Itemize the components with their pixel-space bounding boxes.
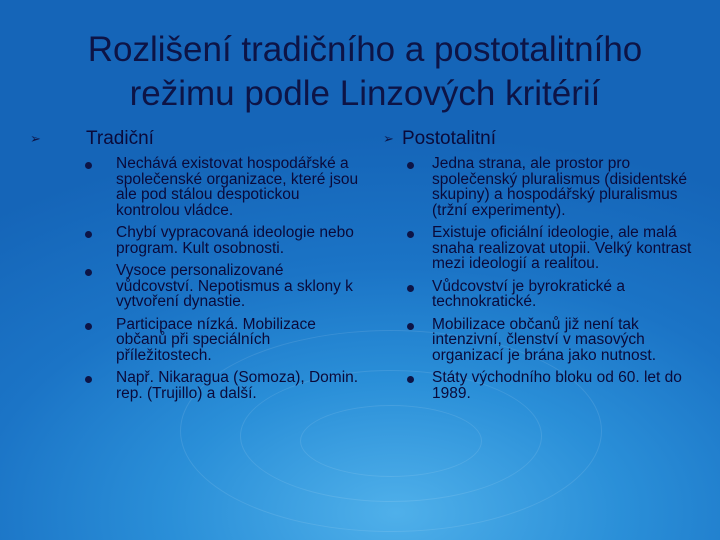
arrow-bullet-icon: ➢ [383, 131, 394, 146]
slide-title-line-1: Rozlišení tradičního a postotalitního [87, 30, 643, 69]
left-heading [30, 126, 360, 152]
left-bullet-list [30, 156, 360, 401]
right-bullet-list [383, 156, 693, 401]
bullet-dot-icon [407, 285, 414, 292]
list-item [30, 317, 360, 364]
slide-title [40, 28, 690, 116]
list-item [383, 225, 693, 272]
bullet-dot-icon [407, 231, 414, 238]
arrow-bullet-icon: ➢ [30, 131, 41, 146]
bullet-dot-icon [85, 269, 92, 276]
right-heading [383, 126, 693, 152]
list-item-text: Vysoce personalizované vůdcovství. Nepotismus a sklony k vytvoření dynastie. [116, 262, 353, 310]
list-item-text: Státy východního bloku od 60. let do 1989. [432, 369, 682, 402]
list-item-text: Chybí vypracovaná ideologie nebo program. Kult osobnosti. [116, 224, 354, 257]
list-item-text: Nechává existovat hospodářské a společenské organizace, které jsou ale pod stálou despotickou kontrolou vládce. [116, 155, 359, 219]
left-column-traditional [30, 126, 360, 408]
background-ripple [300, 405, 482, 477]
bullet-dot-icon [407, 162, 414, 169]
bullet-dot-icon [85, 323, 92, 330]
right-heading-label: Postotalitní [402, 128, 496, 149]
list-item [30, 156, 360, 218]
list-item [383, 370, 693, 401]
list-item-text: Mobilizace občanů již není tak intenzivní, členství v masových organizací je brána jako nutnost. [432, 315, 657, 364]
list-item [383, 279, 693, 310]
list-item-text: Vůdcovství je byrokratické a technokratické. [432, 277, 625, 310]
bullet-dot-icon [407, 376, 414, 383]
bullet-dot-icon [85, 376, 92, 383]
slide-title-line-2: režimu podle Linzových kritérií [129, 74, 601, 113]
list-item-text: Např. Nikaragua (Somoza), Domin. rep. (Trujillo) a další. [116, 369, 359, 402]
left-heading-label: Tradiční [86, 128, 154, 149]
list-item [30, 225, 360, 256]
list-item [30, 370, 360, 401]
list-item-text: Participace nízká. Mobilizace občanů při speciálních příležitostech. [116, 315, 316, 364]
bullet-dot-icon [85, 231, 92, 238]
right-column-posttotalitarian [383, 126, 693, 408]
list-item [383, 317, 693, 364]
list-item [30, 263, 360, 310]
list-item [383, 156, 693, 218]
list-item-text: Existuje oficiální ideologie, ale malá snaha realizovat utopii. Velký kontrast mezi ideologií a realitou. [432, 224, 692, 272]
bullet-dot-icon [85, 162, 92, 169]
bullet-dot-icon [407, 323, 414, 330]
list-item-text: Jedna strana, ale prostor pro společenský pluralismus (disidentské skupiny) a hospodářský pluralismus (tržní experimenty). [432, 155, 688, 219]
